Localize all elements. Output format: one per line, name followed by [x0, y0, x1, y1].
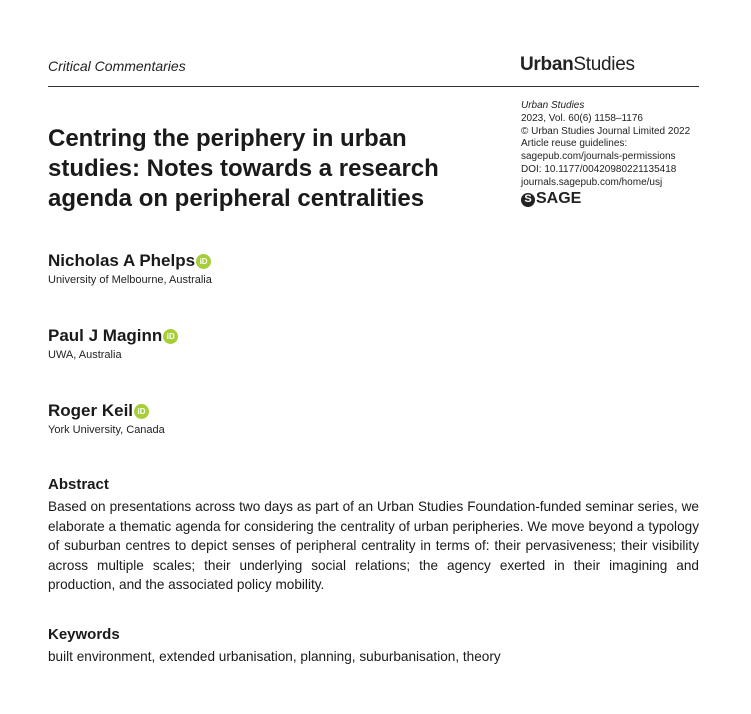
- publisher-logo: [521, 190, 690, 208]
- journal-logo-bold: Urban: [520, 54, 574, 75]
- keywords-text: built environment, extended urbanisation, planning, suburbanisation, theory: [48, 649, 501, 664]
- meta-journal: Urban Studies: [521, 100, 585, 111]
- journal-logo-regular: Studies: [573, 54, 635, 75]
- author-block: [48, 251, 212, 286]
- meta-reuse-label: Article reuse guidelines:: [521, 138, 628, 150]
- journal-logo: [520, 54, 635, 76]
- meta-journal-link[interactable]: journals.sagepub.com/home/usj: [521, 176, 663, 188]
- meta-reuse-link[interactable]: sagepub.com/journals-permissions: [521, 151, 676, 163]
- author-name-row: [48, 326, 178, 346]
- sage-icon: S: [521, 193, 535, 207]
- author-name-row: [48, 251, 212, 271]
- meta-doi[interactable]: DOI: 10.1177/00420980221135418: [521, 163, 677, 175]
- orcid-icon[interactable]: iD: [163, 329, 178, 344]
- author-affiliation: University of Melbourne, Australia: [48, 274, 212, 286]
- keywords-heading: Keywords: [48, 626, 120, 643]
- title-line: studies: Notes towards a research: [48, 155, 439, 182]
- author-name: Roger Keil: [48, 401, 134, 420]
- author-affiliation: UWA, Australia: [48, 349, 122, 361]
- meta-copyright: © Urban Studies Journal Limited 2022: [521, 125, 691, 137]
- abstract-heading: Abstract: [48, 476, 109, 493]
- author-name: Nicholas A Phelps: [48, 251, 196, 270]
- author-block: [48, 401, 165, 436]
- section-label: Critical Commentaries: [48, 58, 186, 74]
- orcid-icon[interactable]: iD: [134, 404, 149, 419]
- author-affiliation: York University, Canada: [48, 424, 165, 436]
- title-line: agenda on peripheral centralities: [48, 185, 425, 212]
- meta-volume: 2023, Vol. 60(6) 1158–1176: [521, 112, 643, 124]
- author-name-row: [48, 401, 165, 421]
- author-name: Paul J Maginn: [48, 326, 163, 345]
- author-block: [48, 326, 178, 361]
- header-rule: [48, 86, 699, 87]
- title-line: Centring the periphery in urban: [48, 125, 407, 152]
- abstract-text: Based on presentations across two days as part of an Urban Studies Foundation-funded seminar series, we elaborate a thematic agenda for considering the centrality of urban peripheries. We move beyond a typology of suburban centres to depict senses of peripheral centrality in terms of: their pervasiveness; their visibility across multiple scales; their underlying social relations; the agency exerted in their imagining and production, and the associated policy mobility.: [48, 499, 699, 592]
- article-meta: [521, 100, 690, 207]
- article-title: [48, 124, 508, 214]
- orcid-icon[interactable]: iD: [196, 254, 211, 269]
- publisher-name: SAGE: [536, 190, 582, 208]
